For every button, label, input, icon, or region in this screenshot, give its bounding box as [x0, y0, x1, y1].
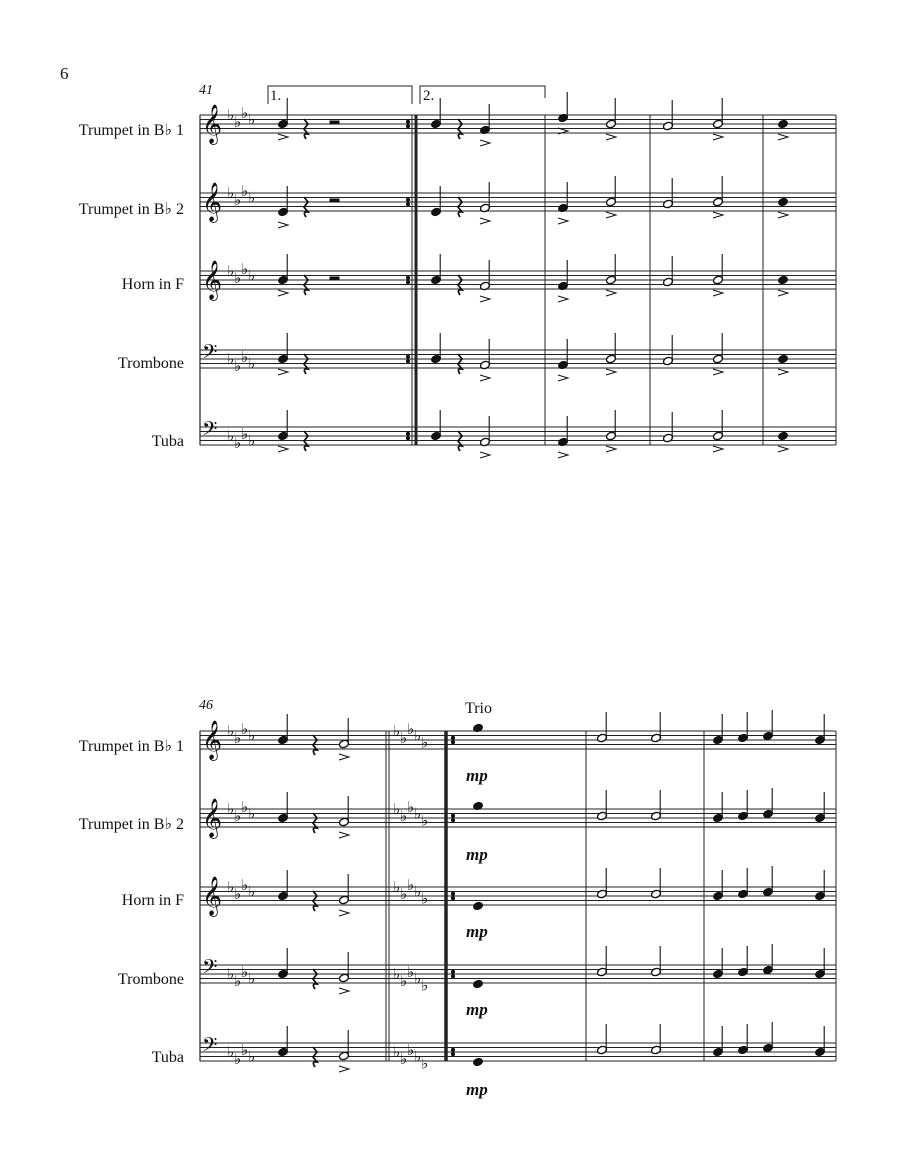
instrument-label-horn: Horn in F [121, 892, 184, 909]
flat-sign: ♭ [234, 433, 242, 452]
repeat-dot [406, 281, 409, 284]
treble-clef: 𝄞 [202, 104, 223, 144]
flat-sign: ♭ [414, 804, 422, 823]
accent-mark [778, 290, 788, 296]
accent-mark [278, 446, 288, 452]
page-number: 6 [60, 64, 69, 83]
flat-sign: ♭ [400, 971, 408, 990]
flat-sign: ♭ [241, 259, 249, 278]
whole-note [473, 979, 484, 989]
instrument-label-trumpet-1: Trumpet in B♭ 1 [78, 738, 184, 755]
repeat-dot [406, 125, 409, 128]
dynamic-marking: mp [466, 766, 488, 785]
repeat-dot [406, 203, 409, 206]
bass-clef: 𝄢 [202, 1033, 218, 1061]
flat-sign: ♭ [248, 969, 256, 988]
treble-clef: 𝄞 [202, 260, 223, 300]
dynamic-marking: mp [466, 922, 488, 941]
first-ending-bracket [268, 86, 412, 104]
flat-sign: ♭ [234, 112, 242, 131]
flat-sign: ♭ [393, 800, 401, 818]
flat-sign: ♭ [414, 882, 422, 901]
accent-mark [778, 446, 788, 452]
flat-sign: ♭ [241, 1040, 249, 1059]
flat-sign: ♭ [393, 878, 401, 896]
measure-number: 46 [199, 698, 213, 713]
flat-sign: ♭ [414, 969, 422, 988]
accent-mark [278, 222, 288, 228]
flat-sign: ♭ [227, 350, 235, 368]
flat-sign: ♭ [227, 965, 235, 983]
repeat-dot [451, 892, 454, 895]
flat-sign: ♭ [234, 356, 242, 375]
flat-sign: ♭ [248, 882, 256, 901]
instrument-label-trombone: Trombone [117, 971, 184, 988]
flat-sign: ♭ [248, 354, 256, 373]
repeat-dot [406, 120, 409, 123]
flat-sign: ♭ [234, 971, 242, 990]
flat-sign: ♭ [407, 719, 415, 738]
accent-mark [778, 369, 788, 375]
repeat-dot [406, 355, 409, 358]
flat-sign: ♭ [227, 106, 235, 124]
dynamic-marking: mp [466, 845, 488, 864]
flat-sign: ♭ [241, 797, 249, 816]
instrument-label-trumpet-2: Trumpet in B♭ 2 [78, 201, 184, 218]
accent-mark [339, 754, 349, 760]
bass-clef: 𝄢 [202, 955, 218, 983]
flat-sign: ♭ [227, 878, 235, 896]
flat-sign: ♭ [234, 190, 242, 209]
instrument-label-trombone: Trombone [117, 355, 184, 372]
trio-label: Trio [465, 700, 492, 717]
flat-sign: ♭ [227, 722, 235, 740]
flat-sign: ♭ [227, 184, 235, 202]
flat-sign: ♭ [400, 884, 408, 903]
repeat-dot [451, 970, 454, 973]
accent-mark [480, 140, 490, 146]
flat-sign: ♭ [421, 733, 429, 752]
instrument-label-tuba: Tuba [151, 1049, 184, 1066]
whole-note [473, 901, 484, 911]
bass-clef: 𝄢 [202, 340, 218, 368]
flat-sign: ♭ [227, 427, 235, 445]
first-ending-label: 1. [270, 88, 282, 104]
repeat-dot [451, 736, 454, 739]
flat-sign: ♭ [248, 266, 256, 285]
accent-mark [278, 134, 288, 140]
flat-sign: ♭ [227, 1043, 235, 1061]
flat-sign: ♭ [234, 268, 242, 287]
accent-mark [713, 446, 723, 452]
accent-mark [778, 134, 788, 140]
flat-sign: ♭ [421, 976, 429, 995]
flat-sign: ♭ [227, 800, 235, 818]
whole-note [778, 275, 789, 285]
accent-mark [606, 369, 616, 375]
half-rest [330, 277, 339, 280]
flat-sign: ♭ [407, 875, 415, 894]
treble-clef: 𝄞 [202, 798, 223, 838]
flat-sign: ♭ [241, 962, 249, 981]
repeat-dot [406, 276, 409, 279]
whole-note [473, 1057, 484, 1067]
whole-note [778, 197, 789, 207]
repeat-dot [451, 1048, 454, 1051]
repeat-dot [451, 814, 454, 817]
flat-sign: ♭ [241, 347, 249, 366]
accent-mark [480, 296, 490, 302]
accent-mark [339, 832, 349, 838]
accent-mark [606, 212, 616, 218]
accent-mark [480, 452, 490, 458]
repeat-dot [406, 198, 409, 201]
measure-number: 41 [199, 83, 213, 98]
accent-mark [713, 134, 723, 140]
flat-sign: ♭ [248, 188, 256, 207]
repeat-dot [406, 432, 409, 435]
flat-sign: ♭ [248, 726, 256, 745]
repeat-dot [406, 360, 409, 363]
flat-sign: ♭ [241, 719, 249, 738]
flat-sign: ♭ [234, 884, 242, 903]
repeat-dot [451, 1053, 454, 1056]
flat-sign: ♭ [234, 806, 242, 825]
second-ending-bracket [420, 86, 545, 104]
treble-clef: 𝄞 [202, 720, 223, 760]
flat-sign: ♭ [407, 797, 415, 816]
whole-note [778, 354, 789, 364]
accent-mark [713, 212, 723, 218]
accent-mark [339, 988, 349, 994]
flat-sign: ♭ [248, 431, 256, 450]
flat-sign: ♭ [400, 728, 408, 747]
dynamic-marking: mp [466, 1080, 488, 1099]
instrument-label-trumpet-1: Trumpet in B♭ 1 [78, 122, 184, 139]
accent-mark [480, 218, 490, 224]
accent-mark [778, 212, 788, 218]
flat-sign: ♭ [421, 889, 429, 908]
whole-note [778, 431, 789, 441]
accent-mark [713, 290, 723, 296]
accent-mark [339, 1066, 349, 1072]
instrument-label-trumpet-2: Trumpet in B♭ 2 [78, 816, 184, 833]
flat-sign: ♭ [241, 103, 249, 122]
flat-sign: ♭ [407, 962, 415, 981]
flat-sign: ♭ [393, 1043, 401, 1061]
accent-mark [339, 910, 349, 916]
treble-clef: 𝄞 [202, 876, 223, 916]
repeat-dot [406, 437, 409, 440]
accent-mark [480, 375, 490, 381]
flat-sign: ♭ [227, 262, 235, 280]
instrument-label-horn: Horn in F [121, 276, 184, 293]
flat-sign: ♭ [241, 875, 249, 894]
half-rest [330, 121, 339, 124]
flat-sign: ♭ [414, 726, 422, 745]
half-rest [330, 199, 339, 202]
accent-mark [558, 452, 568, 458]
flat-sign: ♭ [234, 1049, 242, 1068]
flat-sign: ♭ [407, 1040, 415, 1059]
repeat-dot [451, 819, 454, 822]
instrument-label-tuba: Tuba [151, 433, 184, 450]
flat-sign: ♭ [241, 181, 249, 200]
accent-mark [606, 446, 616, 452]
accent-mark [606, 134, 616, 140]
flat-sign: ♭ [400, 806, 408, 825]
flat-sign: ♭ [393, 965, 401, 983]
flat-sign: ♭ [393, 722, 401, 740]
accent-mark [278, 290, 288, 296]
flat-sign: ♭ [248, 804, 256, 823]
dynamic-marking: mp [466, 1000, 488, 1019]
accent-mark [558, 218, 568, 224]
treble-clef: 𝄞 [202, 182, 223, 222]
flat-sign: ♭ [414, 1047, 422, 1066]
repeat-dot [451, 741, 454, 744]
repeat-dot [451, 897, 454, 900]
flat-sign: ♭ [400, 1049, 408, 1068]
flat-sign: ♭ [421, 1054, 429, 1073]
flat-sign: ♭ [241, 424, 249, 443]
flat-sign: ♭ [234, 728, 242, 747]
whole-note [778, 119, 789, 129]
accent-mark [606, 290, 616, 296]
accent-mark [558, 375, 568, 381]
second-ending-label: 2. [423, 88, 435, 104]
flat-sign: ♭ [248, 110, 256, 129]
repeat-dot [451, 975, 454, 978]
accent-mark [713, 369, 723, 375]
flat-sign: ♭ [248, 1047, 256, 1066]
bass-clef: 𝄢 [202, 417, 218, 445]
accent-mark [278, 369, 288, 375]
flat-sign: ♭ [421, 811, 429, 830]
accent-mark [558, 296, 568, 302]
